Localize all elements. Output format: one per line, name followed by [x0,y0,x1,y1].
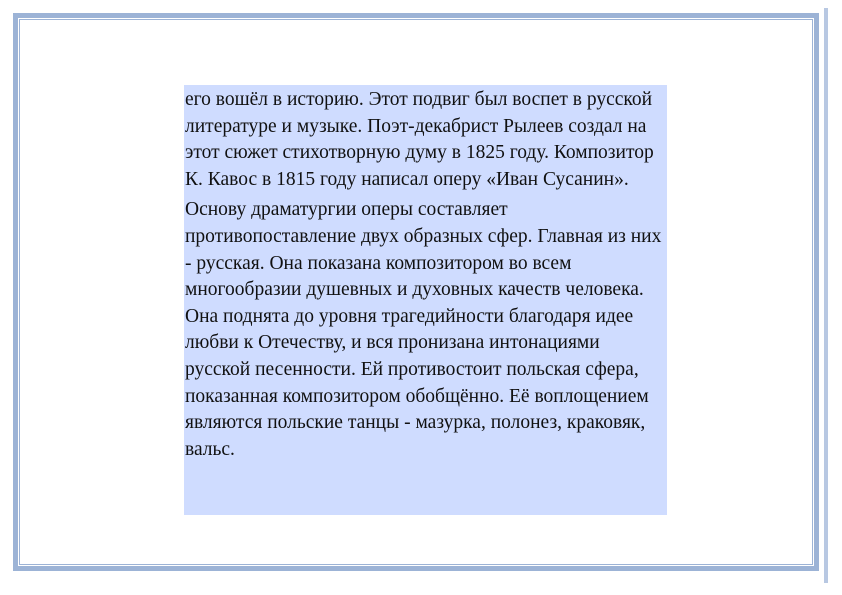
paragraph-1: его вошёл в историю. Этот подвиг был воспет в русской литературе и музыке. Поэт-декабрист Рылеев создал на этот сюжет стихотворную думу в 1825 году. Композитор К. Кавос в 1815 году написал оперу «Иван Сусанин». [185,89,654,190]
slide-frame-shadow [824,8,828,583]
paragraph-2: Основу драматургии оперы составляет противопоставление двух образных сфер. Главная из них - русская. Она показана композитором во всем многообразии душевных и духовных качеств человека. Она поднята до уровня трагедийности благодаря идее любви к Отечеству, и вся пронизана интонациями русской песенности. Ей противостоит польская сфера, показанная композитором обобщённо. Её воплощением являются польские танцы - мазурка, полонез, краковяк, вальс. [185,199,662,460]
text-block [184,85,667,515]
